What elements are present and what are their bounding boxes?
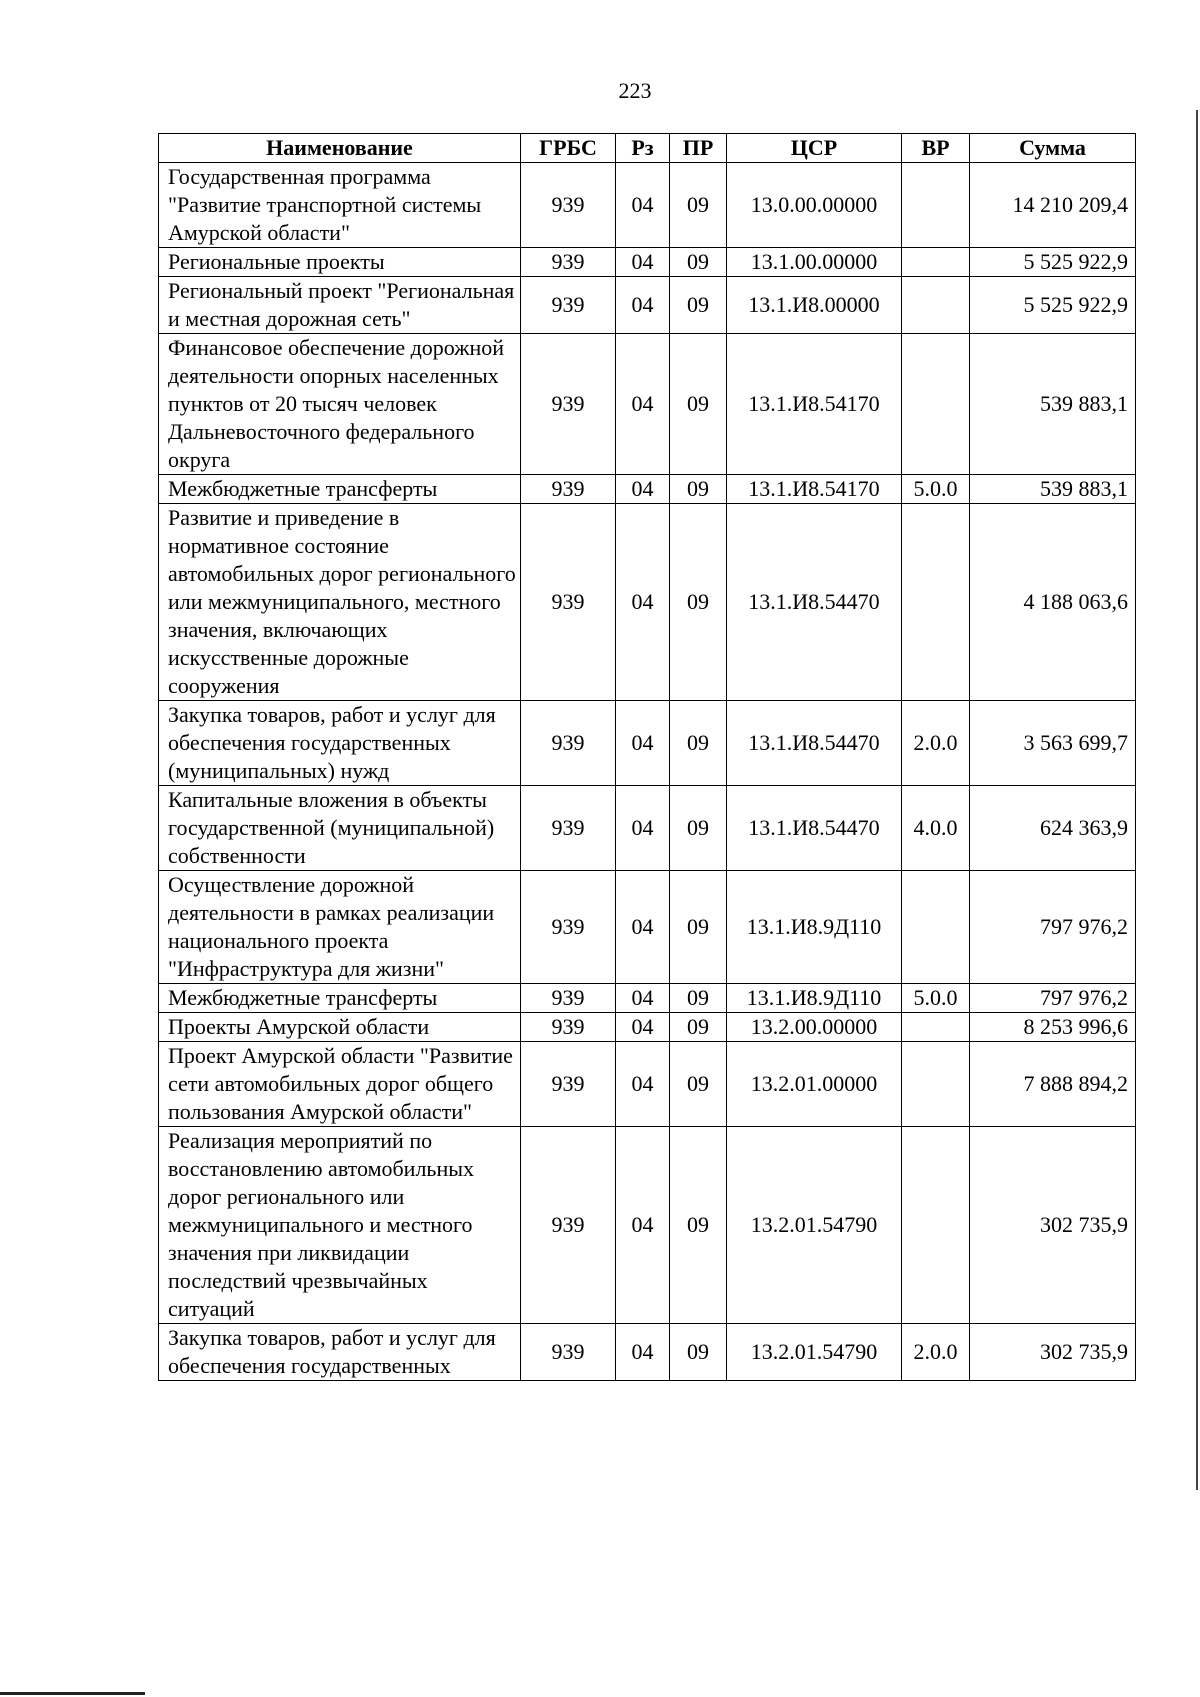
table-row	[159, 1324, 1136, 1381]
table-row	[159, 1127, 1136, 1324]
cell-rz: 04	[616, 334, 670, 475]
cell-pr: 09	[670, 786, 727, 871]
cell-csr: 13.1.И8.54470	[727, 504, 902, 701]
header-vr: ВР	[902, 134, 970, 163]
cell-vr	[902, 163, 970, 248]
cell-vr: 5.0.0	[902, 984, 970, 1013]
table-row	[159, 984, 1136, 1013]
table-row	[159, 786, 1136, 871]
cell-pr: 09	[670, 984, 727, 1013]
table-header-row	[159, 134, 1136, 163]
cell-sum: 4 188 063,6	[970, 504, 1136, 701]
table-row	[159, 248, 1136, 277]
cell-pr: 09	[670, 475, 727, 504]
cell-pr: 09	[670, 248, 727, 277]
cell-pr: 09	[670, 163, 727, 248]
cell-csr: 13.2.01.54790	[727, 1324, 902, 1381]
cell-vr: 4.0.0	[902, 786, 970, 871]
cell-rz: 04	[616, 1127, 670, 1324]
cell-grbs: 939	[521, 984, 616, 1013]
cell-rz: 04	[616, 248, 670, 277]
cell-rz: 04	[616, 984, 670, 1013]
cell-grbs: 939	[521, 1324, 616, 1381]
cell-name: Закупка товаров, работ и услуг для обеспечения государственных (муниципальных) нужд	[159, 701, 521, 786]
cell-sum: 14 210 209,4	[970, 163, 1136, 248]
cell-vr	[902, 1127, 970, 1324]
cell-rz: 04	[616, 786, 670, 871]
header-csr: ЦСР	[727, 134, 902, 163]
header-pr: ПР	[670, 134, 727, 163]
cell-csr: 13.2.01.54790	[727, 1127, 902, 1324]
cell-grbs: 939	[521, 504, 616, 701]
cell-grbs: 939	[521, 871, 616, 984]
cell-vr	[902, 334, 970, 475]
table-row	[159, 334, 1136, 475]
cell-csr: 13.1.И8.9Д110	[727, 871, 902, 984]
cell-rz: 04	[616, 1324, 670, 1381]
cell-rz: 04	[616, 701, 670, 786]
cell-csr: 13.0.00.00000	[727, 163, 902, 248]
cell-grbs: 939	[521, 163, 616, 248]
cell-grbs: 939	[521, 786, 616, 871]
table-row	[159, 163, 1136, 248]
cell-csr: 13.2.00.00000	[727, 1013, 902, 1042]
cell-name: Закупка товаров, работ и услуг для обеспечения государственных	[159, 1324, 521, 1381]
cell-csr: 13.1.И8.54470	[727, 701, 902, 786]
header-name: Наименование	[159, 134, 521, 163]
cell-sum: 797 976,2	[970, 871, 1136, 984]
cell-rz: 04	[616, 504, 670, 701]
cell-rz: 04	[616, 163, 670, 248]
cell-grbs: 939	[521, 1042, 616, 1127]
cell-sum: 5 525 922,9	[970, 277, 1136, 334]
cell-vr	[902, 504, 970, 701]
cell-name: Проект Амурской области "Развитие сети автомобильных дорог общего пользования Амурской области"	[159, 1042, 521, 1127]
cell-name: Проекты Амурской области	[159, 1013, 521, 1042]
cell-vr: 5.0.0	[902, 475, 970, 504]
cell-sum: 797 976,2	[970, 984, 1136, 1013]
header-grbs: ГРБС	[521, 134, 616, 163]
cell-csr: 13.1.И8.00000	[727, 277, 902, 334]
cell-pr: 09	[670, 1042, 727, 1127]
table-row	[159, 701, 1136, 786]
cell-sum: 539 883,1	[970, 475, 1136, 504]
cell-csr: 13.2.01.00000	[727, 1042, 902, 1127]
cell-rz: 04	[616, 277, 670, 334]
cell-sum: 539 883,1	[970, 334, 1136, 475]
budget-table	[158, 133, 1136, 1381]
cell-sum: 302 735,9	[970, 1324, 1136, 1381]
table-row	[159, 871, 1136, 984]
cell-pr: 09	[670, 334, 727, 475]
cell-pr: 09	[670, 277, 727, 334]
cell-grbs: 939	[521, 701, 616, 786]
cell-name: Межбюджетные трансферты	[159, 984, 521, 1013]
cell-sum: 5 525 922,9	[970, 248, 1136, 277]
cell-vr: 2.0.0	[902, 1324, 970, 1381]
table-row	[159, 277, 1136, 334]
cell-pr: 09	[670, 1013, 727, 1042]
table-row	[159, 504, 1136, 701]
cell-pr: 09	[670, 1324, 727, 1381]
cell-vr	[902, 871, 970, 984]
cell-vr: 2.0.0	[902, 701, 970, 786]
cell-name: Межбюджетные трансферты	[159, 475, 521, 504]
header-sum: Сумма	[970, 134, 1136, 163]
cell-csr: 13.1.00.00000	[727, 248, 902, 277]
cell-name: Развитие и приведение в нормативное состояние автомобильных дорог регионального или межмуниципального, местного значения, включающих искусственные дорожные сооружения	[159, 504, 521, 701]
cell-name: Региональные проекты	[159, 248, 521, 277]
cell-grbs: 939	[521, 248, 616, 277]
scan-bottom-mark	[0, 1692, 145, 1695]
cell-vr	[902, 1042, 970, 1127]
cell-sum: 624 363,9	[970, 786, 1136, 871]
cell-grbs: 939	[521, 1013, 616, 1042]
cell-grbs: 939	[521, 334, 616, 475]
cell-pr: 09	[670, 871, 727, 984]
cell-name: Осуществление дорожной деятельности в рамках реализации национального проекта "Инфраструктура для жизни"	[159, 871, 521, 984]
table-row	[159, 475, 1136, 504]
cell-rz: 04	[616, 1013, 670, 1042]
cell-name: Государственная программа "Развитие транспортной системы Амурской области"	[159, 163, 521, 248]
page-number: 223	[618, 78, 652, 103]
table-body	[159, 163, 1136, 1381]
cell-rz: 04	[616, 871, 670, 984]
cell-name: Региональный проект "Региональная и местная дорожная сеть"	[159, 277, 521, 334]
cell-csr: 13.1.И8.54470	[727, 786, 902, 871]
cell-vr	[902, 248, 970, 277]
cell-rz: 04	[616, 475, 670, 504]
cell-pr: 09	[670, 701, 727, 786]
cell-grbs: 939	[521, 277, 616, 334]
cell-rz: 04	[616, 1042, 670, 1127]
cell-pr: 09	[670, 504, 727, 701]
cell-name: Капитальные вложения в объекты государственной (муниципальной) собственности	[159, 786, 521, 871]
cell-grbs: 939	[521, 475, 616, 504]
table-row	[159, 1042, 1136, 1127]
cell-vr	[902, 277, 970, 334]
table-row	[159, 1013, 1136, 1042]
cell-sum: 302 735,9	[970, 1127, 1136, 1324]
cell-csr: 13.1.И8.54170	[727, 334, 902, 475]
cell-pr: 09	[670, 1127, 727, 1324]
cell-name: Финансовое обеспечение дорожной деятельности опорных населенных пунктов от 20 тысяч человек Дальневосточного федерального округа	[159, 334, 521, 475]
header-rz: Рз	[616, 134, 670, 163]
cell-sum: 3 563 699,7	[970, 701, 1136, 786]
cell-csr: 13.1.И8.54170	[727, 475, 902, 504]
scan-edge-line	[1196, 110, 1198, 1490]
cell-csr: 13.1.И8.9Д110	[727, 984, 902, 1013]
cell-sum: 7 888 894,2	[970, 1042, 1136, 1127]
cell-name: Реализация мероприятий по восстановлению автомобильных дорог регионального или межмуниципального и местного значения при ликвидации последствий чрезвычайных ситуаций	[159, 1127, 521, 1324]
cell-vr	[902, 1013, 970, 1042]
cell-sum: 8 253 996,6	[970, 1013, 1136, 1042]
cell-grbs: 939	[521, 1127, 616, 1324]
